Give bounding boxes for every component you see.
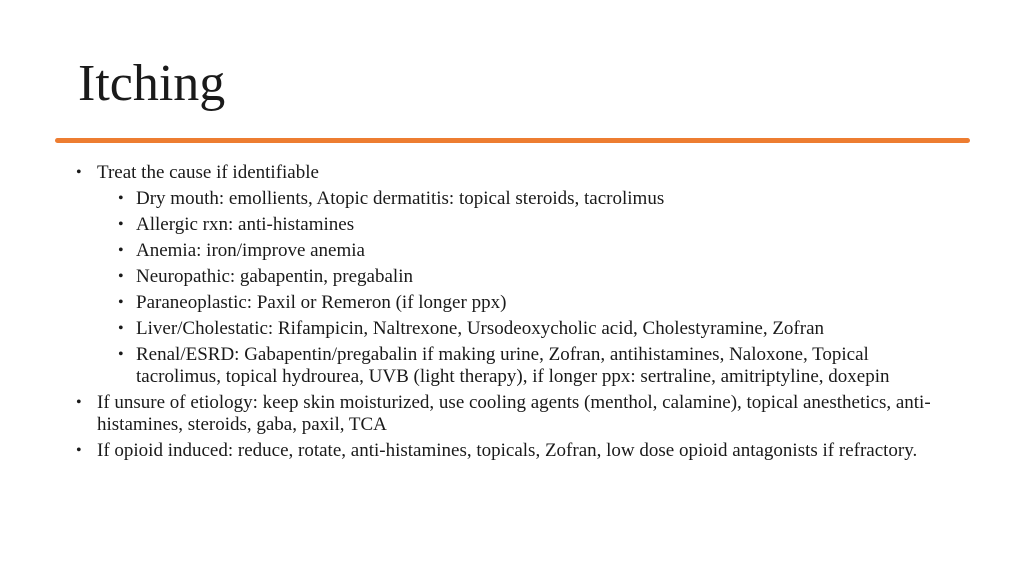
bullet-icon: • [118,320,124,337]
slide-title: Itching [78,55,226,112]
bullet-icon: • [118,190,124,207]
bullet-item-opioid-induced [76,440,956,462]
bullet-icon: • [118,242,124,259]
bullet-icon: • [118,346,124,363]
sub-bullet-text: Neuropathic: gabapentin, pregabalin [136,266,413,287]
sub-bullet-item [118,214,956,236]
sub-bullet-text: Liver/Cholestatic: Rifampicin, Naltrexone, Ursodeoxycholic acid, Cholestyramine, Zofran [136,318,825,339]
bullet-icon: • [76,164,82,181]
bullet-icon: • [118,268,124,285]
sub-bullet-list [97,188,956,388]
sub-bullet-item [118,266,956,288]
slide-content [76,162,956,466]
sub-bullet-item [118,344,956,388]
bullet-icon: • [76,442,82,459]
bullet-icon: • [76,394,82,411]
bullet-item-unsure-etiology [76,392,956,436]
sub-bullet-text: Renal/ESRD: Gabapentin/pregabalin if making urine, Zofran, antihistamines, Naloxone, Topical tacrolimus, topical hydrourea, UVB (light therapy), if longer ppx: sertraline, amitriptyline, doxepin [136,344,890,387]
sub-bullet-text: Allergic rxn: anti-histamines [136,214,355,235]
title-divider [55,138,970,143]
bullet-text: If opioid induced: reduce, rotate, anti-histamines, topicals, Zofran, low dose opioid antagonists if refractory. [97,440,918,461]
sub-bullet-item [118,188,956,210]
bullet-icon: • [118,216,124,233]
bullet-text: Treat the cause if identifiable [97,162,319,183]
sub-bullet-item [118,292,956,314]
sub-bullet-item [118,240,956,262]
sub-bullet-text: Anemia: iron/improve anemia [136,240,365,261]
sub-bullet-item [118,318,956,340]
bullet-list [76,162,956,462]
sub-bullet-text: Paraneoplastic: Paxil or Remeron (if longer ppx) [136,292,507,313]
bullet-item-treat-cause [76,162,956,388]
sub-bullet-text: Dry mouth: emollients, Atopic dermatitis: topical steroids, tacrolimus [136,188,665,209]
bullet-text: If unsure of etiology: keep skin moisturized, use cooling agents (menthol, calamine), topical anesthetics, anti-histamines, steroids, gaba, paxil, TCA [97,392,931,435]
bullet-icon: • [118,294,124,311]
